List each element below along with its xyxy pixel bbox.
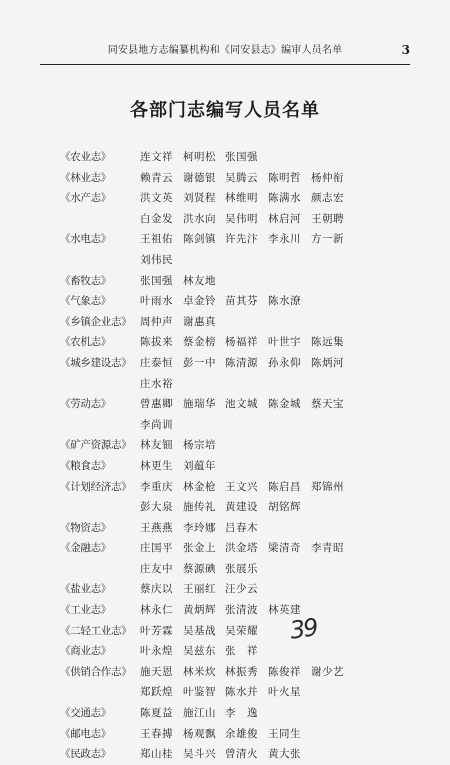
category-label: 《民政志》 [60, 748, 111, 761]
person-name: 许先汴 [225, 233, 258, 246]
person-name: 汪少云 [225, 583, 258, 596]
list-item [0, 621, 450, 642]
list-item [0, 168, 450, 189]
person-name: 白金发 [140, 212, 173, 225]
person-name: 陈水潦 [268, 295, 301, 308]
entry-line [0, 724, 450, 745]
entry-line [0, 250, 450, 271]
person-name: 谢德银 [183, 171, 216, 184]
person-name: 洪金塔 [225, 542, 258, 555]
entry-line [0, 456, 450, 477]
person-name: 陈远集 [311, 336, 344, 349]
list-item [0, 600, 450, 621]
person-name: 洪文英 [140, 192, 173, 205]
list-item [0, 147, 450, 168]
running-title: 同安县地方志编纂机构和《同安县志》编审人员名单 [107, 45, 343, 56]
person-name: 杨仲衔 [311, 171, 344, 184]
person-name: 曾清火 [225, 748, 258, 761]
entry-line [0, 209, 450, 230]
category-label: 《水产志》 [60, 192, 111, 205]
list-item [0, 662, 450, 703]
person-name: 张展乐 [225, 562, 258, 575]
person-name: 林启河 [268, 212, 301, 225]
person-name: 蔡天宝 [311, 398, 344, 411]
list-item [0, 579, 450, 600]
entry-line [0, 744, 450, 765]
person-name: 谢少艺 [311, 665, 344, 678]
person-name: 陈炳河 [311, 356, 344, 369]
person-name: 陈明哲 [268, 171, 301, 184]
entry-line [0, 332, 450, 353]
category-label: 《气象志》 [60, 295, 111, 308]
person-name: 王丽红 [183, 583, 216, 596]
category-label: 《物资志》 [60, 521, 111, 534]
entry-line [0, 394, 450, 415]
person-name: 林更生 [140, 459, 173, 472]
person-name: 杨观飘 [183, 727, 216, 740]
entry-line [0, 477, 450, 498]
person-name: 吴荣耀 [225, 624, 258, 637]
entry-line [0, 312, 450, 333]
list-item [0, 744, 450, 765]
entry-line [0, 518, 450, 539]
person-name: 吴兹东 [183, 645, 216, 658]
entry-line [0, 600, 450, 621]
person-name: 柯明松 [183, 151, 216, 163]
person-name: 杨福祥 [225, 336, 258, 349]
person-name: 刘伟民 [140, 253, 173, 266]
person-name: 曾惠卿 [140, 398, 173, 411]
person-name: 杨宗培 [183, 439, 216, 452]
section-title: 各部门志编写人员名单 [130, 100, 320, 121]
category-label: 《矿产资源志》 [60, 439, 132, 452]
entry-line [0, 579, 450, 600]
person-name: 陈金城 [268, 398, 301, 411]
person-name: 李重庆 [140, 480, 173, 493]
person-name: 苗其芬 [225, 295, 258, 308]
category-label: 《农机志》 [60, 336, 111, 349]
person-name: 周仲声 [140, 315, 173, 328]
page-number: 3 [401, 43, 410, 57]
person-name: 池文城 [225, 398, 258, 411]
list-item [0, 477, 450, 518]
person-name: 刘蕴年 [183, 459, 216, 472]
list-item [0, 291, 450, 312]
person-name: 李青昭 [311, 542, 344, 555]
entry-line [0, 682, 450, 703]
person-name: 连文祥 [140, 151, 173, 163]
list-item [0, 353, 450, 394]
list-item [0, 724, 450, 745]
person-name: 陈启昌 [268, 480, 301, 493]
person-name: 吴腾云 [225, 171, 258, 184]
person-name: 张国强 [140, 274, 173, 287]
person-name: 陈满水 [268, 192, 301, 205]
person-name: 卓金铃 [183, 295, 216, 308]
person-name: 林友地 [183, 274, 216, 287]
category-label: 《农业志》 [60, 151, 111, 163]
category-label: 《二轻工业志》 [60, 624, 132, 637]
person-name: 张金上 [183, 542, 216, 555]
category-label: 《城乡建设志》 [60, 356, 132, 369]
person-name: 叶芳霖 [140, 624, 173, 637]
category-label: 《乡镇企业志》 [60, 315, 132, 328]
list-item [0, 435, 450, 456]
person-name: 方一新 [311, 233, 344, 246]
category-label: 《邮电志》 [60, 727, 111, 740]
person-name: 余雄俊 [225, 727, 258, 740]
entry-line [0, 353, 450, 374]
person-name: 林英建 [268, 604, 301, 617]
person-name: 颜志宏 [311, 192, 344, 205]
list-item [0, 394, 450, 435]
person-name: 叶火星 [268, 686, 301, 699]
person-name: 施瑞华 [183, 398, 216, 411]
person-name: 庄水裕 [140, 377, 173, 390]
person-name: 王燕燕 [140, 521, 173, 534]
list-item [0, 229, 450, 270]
person-name: 孙永仰 [268, 356, 301, 369]
entry-line [0, 415, 450, 436]
person-name: 张国强 [225, 151, 258, 163]
entry-line [0, 168, 450, 189]
person-name: 李永川 [268, 233, 301, 246]
list-item [0, 188, 450, 229]
person-name: 林友钿 [140, 439, 173, 452]
category-label: 《劳动志》 [60, 398, 111, 411]
person-name: 谢惠真 [183, 315, 216, 328]
person-name: 王祖佑 [140, 233, 173, 246]
entry-line [0, 229, 450, 250]
entry-line [0, 538, 450, 559]
list-item [0, 456, 450, 477]
person-name: 庄国平 [140, 542, 173, 555]
person-name: 郑山桂 [140, 748, 173, 761]
person-name: 陈水并 [225, 686, 258, 699]
category-label: 《金融志》 [60, 542, 111, 555]
category-label: 《计划经济志》 [60, 480, 132, 493]
person-name: 蔡金榜 [183, 336, 216, 349]
category-label: 《林业志》 [60, 171, 111, 184]
person-name: 王同生 [268, 727, 301, 740]
person-name: 王春搏 [140, 727, 173, 740]
handwritten-folio-number: 39 [288, 613, 319, 645]
person-name: 林振秀 [225, 665, 258, 678]
list-item [0, 641, 450, 662]
person-name: 郑锦州 [311, 480, 344, 493]
category-label: 《水电志》 [60, 233, 111, 246]
person-name: 林永仁 [140, 604, 173, 617]
entry-line [0, 147, 450, 168]
list-item [0, 518, 450, 539]
person-name: 张 祥 [225, 645, 258, 658]
person-name: 黄大张 [268, 748, 301, 761]
category-label: 《商业志》 [60, 645, 111, 658]
list-item [0, 703, 450, 724]
category-label: 《粮食志》 [60, 459, 111, 472]
entry-line [0, 641, 450, 662]
person-name: 梁清奇 [268, 542, 301, 555]
person-name: 叶鉴智 [183, 686, 216, 699]
entry-line [0, 291, 450, 312]
person-name: 施传礼 [183, 501, 216, 514]
entry-line [0, 271, 450, 292]
entry-line [0, 621, 450, 642]
person-name: 庄泰恒 [140, 356, 173, 369]
person-name: 王文兴 [225, 480, 258, 493]
entry-line [0, 662, 450, 683]
person-name: 陈剑镇 [183, 233, 216, 246]
person-name: 陈俊祥 [268, 665, 301, 678]
category-label: 《工业志》 [60, 604, 111, 617]
person-name: 陈拔来 [140, 336, 173, 349]
list-item [0, 538, 450, 579]
person-name: 李 逸 [225, 707, 258, 720]
category-label: 《盐业志》 [60, 583, 111, 596]
entry-list [0, 147, 450, 765]
person-name: 叶世宇 [268, 336, 301, 349]
person-name: 蔡庆以 [140, 583, 173, 596]
category-label: 《畜牧志》 [60, 274, 111, 287]
entry-line [0, 703, 450, 724]
category-label: 《供销合作志》 [60, 665, 132, 678]
person-name: 叶雨水 [140, 295, 173, 308]
person-name: 吴斗兴 [183, 748, 216, 761]
person-name: 张清波 [225, 604, 258, 617]
category-label: 《交通志》 [60, 707, 111, 720]
person-name: 陈夏益 [140, 707, 173, 720]
entry-line [0, 188, 450, 209]
running-header [40, 44, 410, 62]
person-name: 吴基战 [183, 624, 216, 637]
person-name: 蔡源碘 [183, 562, 216, 575]
person-name: 李尚训 [140, 418, 173, 431]
person-name: 李玲娜 [183, 521, 216, 534]
person-name: 叶永煌 [140, 645, 173, 658]
header-rule [40, 64, 410, 65]
person-name: 黄建设 [225, 501, 258, 514]
person-name: 王朝聘 [311, 212, 344, 225]
list-item [0, 312, 450, 333]
person-name: 彭大泉 [140, 501, 173, 514]
person-name: 彭一中 [183, 356, 216, 369]
person-name: 林维明 [225, 192, 258, 205]
person-name: 刘贤程 [183, 192, 216, 205]
person-name: 吴伟明 [225, 212, 258, 225]
person-name: 陈清源 [225, 356, 258, 369]
person-name: 吕春木 [225, 521, 258, 534]
entry-line [0, 559, 450, 580]
person-name: 洪水向 [183, 212, 216, 225]
person-name: 林米炊 [183, 665, 216, 678]
entry-line [0, 435, 450, 456]
list-item [0, 271, 450, 292]
person-name: 庄友中 [140, 562, 173, 575]
person-name: 施天恩 [140, 665, 173, 678]
list-item [0, 332, 450, 353]
person-name: 胡铭辉 [268, 501, 301, 514]
person-name: 郑跃煌 [140, 686, 173, 699]
entry-line [0, 374, 450, 395]
person-name: 施江山 [183, 707, 216, 720]
person-name: 林金枪 [183, 480, 216, 493]
person-name: 赖青云 [140, 171, 173, 184]
entry-line [0, 497, 450, 518]
person-name: 黄炳辉 [183, 604, 216, 617]
